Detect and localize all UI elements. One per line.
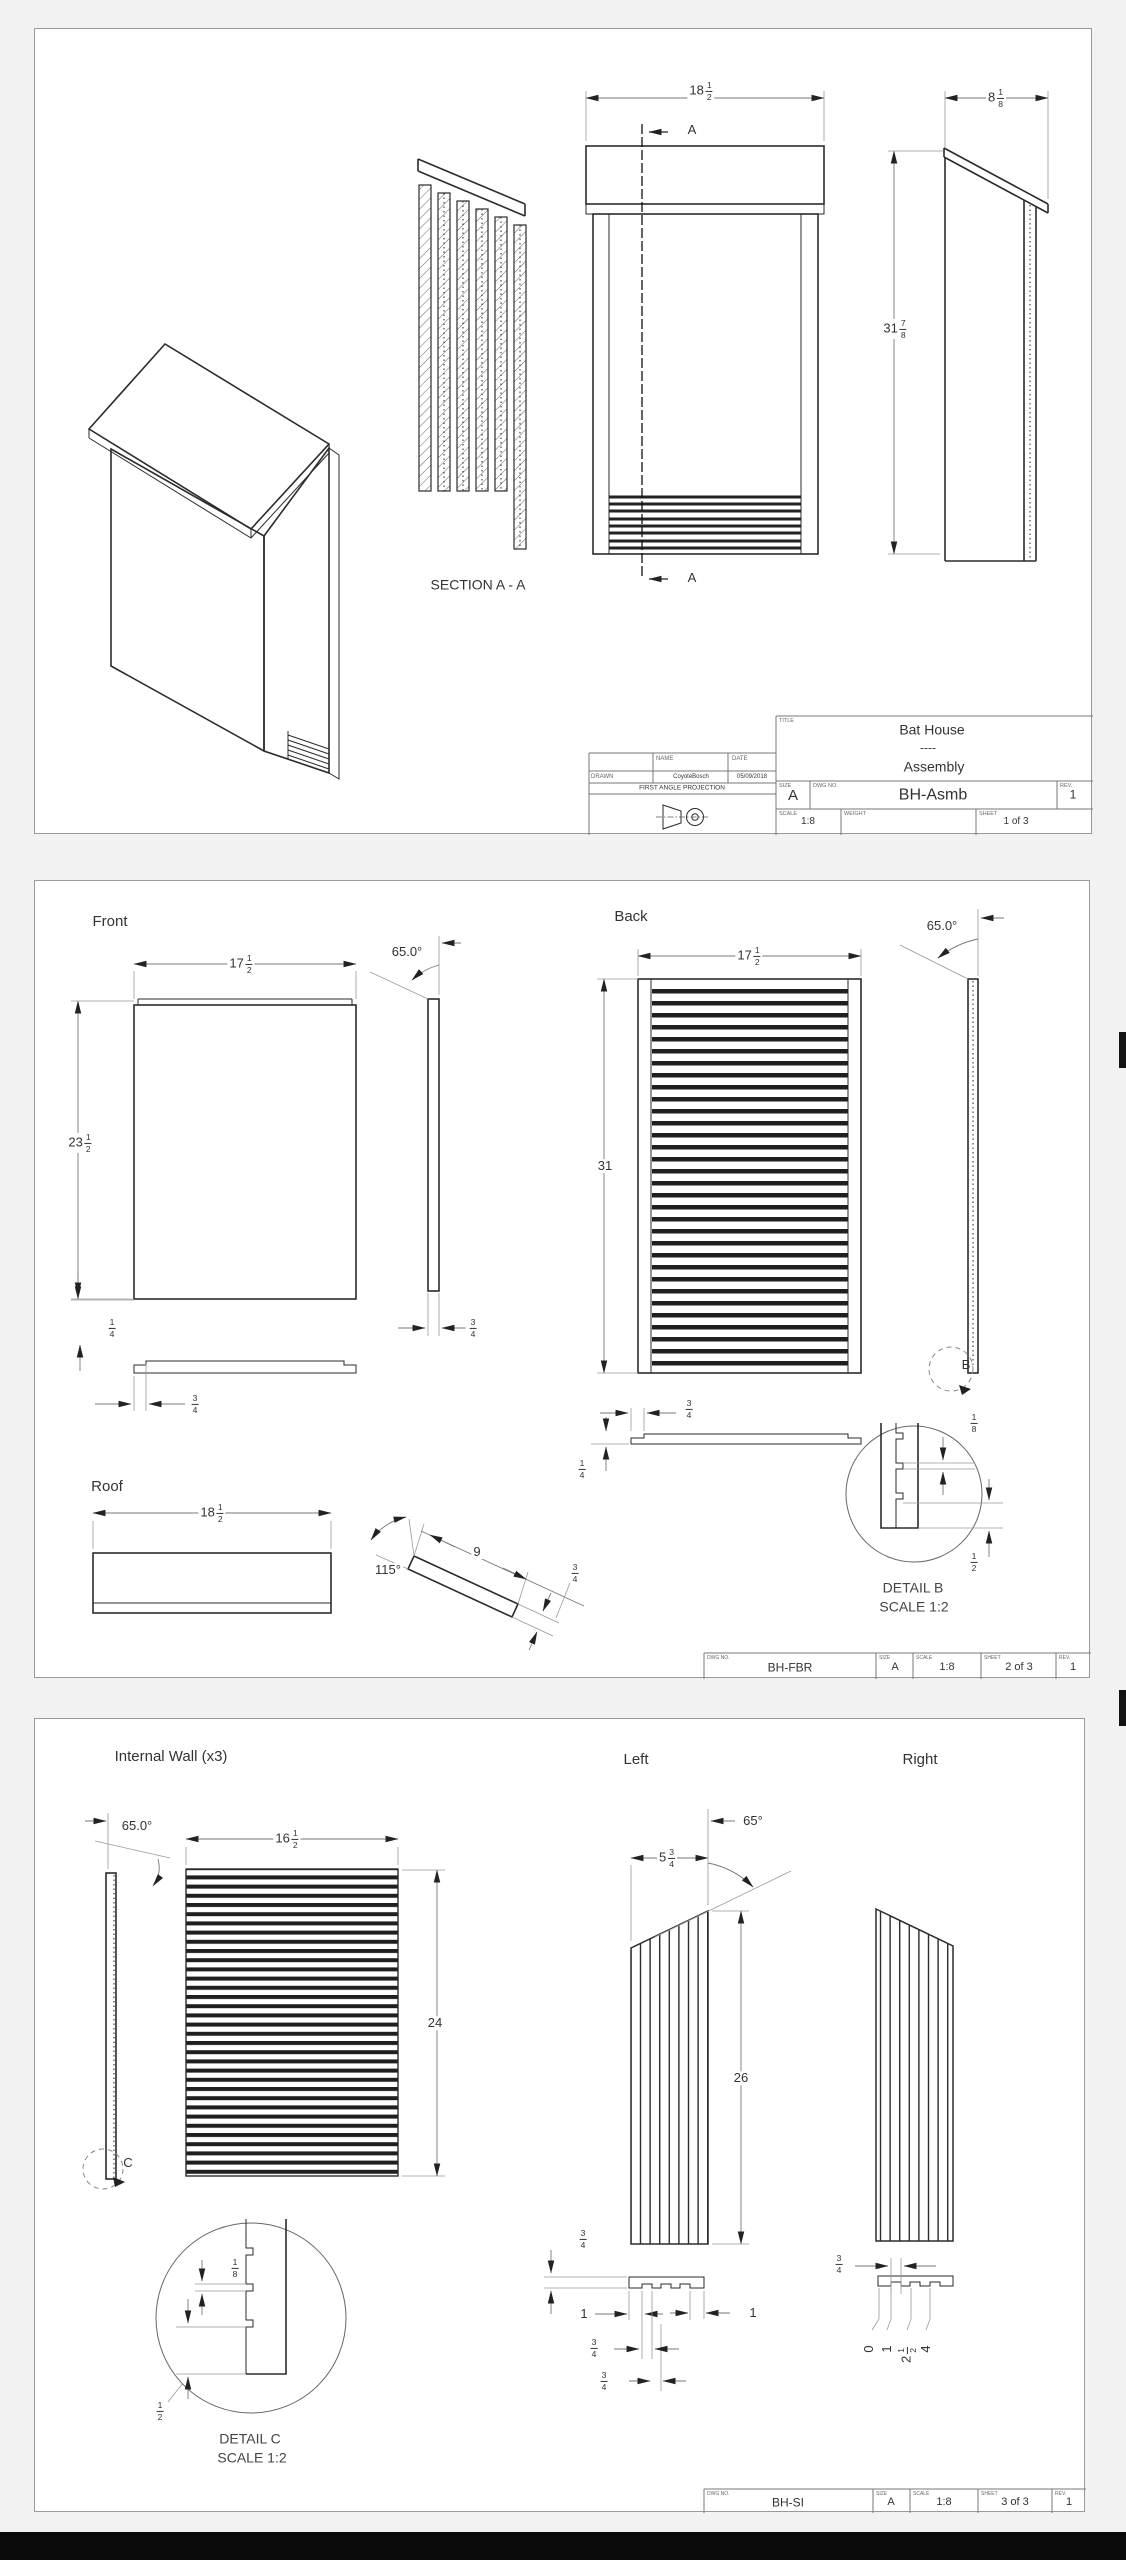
titleblock-sheet-label: SHEET [984, 1655, 1001, 1661]
section-marker-bottom: A [687, 570, 697, 586]
titleblock-scale-label: SCALE [779, 811, 798, 817]
dim-wall-height: 24 [427, 2015, 443, 2031]
dim-back-angle: 65.0° [926, 918, 958, 934]
dim-detail-c-groove-pitch: $\frac{1}{2}$ [153, 2401, 166, 2421]
titleblock-sheet: 2 of 3 [1005, 1661, 1033, 1674]
dim-roof-length: 9 [473, 1544, 481, 1560]
back-panel-grooves [652, 987, 848, 1373]
titleblock-rev-label: REV. [1060, 783, 1073, 789]
titleblock-drawn-date: 05/09/2018 [736, 773, 768, 780]
titleblock-size: A [787, 787, 799, 805]
first-angle-projection-symbol [656, 805, 710, 829]
page-edge-mark [1119, 1690, 1126, 1726]
dim-left-height: 26 [733, 2070, 749, 2086]
dim-right-thickness: $\frac{3}{4}$ [832, 2254, 845, 2274]
dim-back-height: 31 [597, 1158, 613, 1174]
section-marker-top: A [687, 122, 697, 138]
titleblock-dwg-label: DWG NO. [707, 1655, 730, 1661]
titleblock-dwg-no: BH-SI [771, 2495, 805, 2510]
internal-wall-side-profile [106, 1873, 116, 2179]
titleblock-subtitle: Assembly [903, 758, 965, 775]
dim-front-width: 17 $\frac{1}{2}$ [227, 954, 254, 974]
titleblock-date-label: DATE [732, 756, 748, 762]
front-panel-side-profile [428, 999, 439, 1291]
right-wall-bottom-view [878, 2276, 953, 2286]
titleblock-size-label: SIZE [779, 783, 792, 789]
front-view-label: Front [92, 913, 128, 931]
titleblock-rev: 1 [1065, 2496, 1073, 2509]
left-view-label: Left [623, 1751, 649, 1769]
dim-front-angle: 65.0° [391, 944, 423, 960]
front-panel-view [71, 936, 467, 1411]
internal-wall-view-label: Internal Wall (x3) [114, 1748, 228, 1766]
dim-detail-b-groove-pitch: $\frac{1}{2}$ [967, 1552, 980, 1572]
sheet-1-assembly [34, 28, 1092, 834]
internal-wall-grooved-panel [186, 1869, 398, 2176]
detail-b-scale: SCALE 1:2 [879, 1598, 949, 1615]
titleblock-scale-label: SCALE [913, 2491, 930, 2497]
titleblock-rev: 1 [1069, 1661, 1077, 1674]
dim-roof-thickness: $\frac{3}{4}$ [568, 1563, 581, 1583]
isometric-view [89, 344, 339, 779]
detail-c-scale: SCALE 1:2 [217, 2449, 287, 2466]
dim-back-notch: $\frac{3}{4}$ [682, 1399, 695, 1419]
dim-ordinate-2: 2 1 2 [897, 2345, 917, 2365]
bottom-bar [0, 2532, 1126, 2560]
dim-front-step: $\frac{1}{4}$ [105, 1318, 118, 1338]
dim-ordinate-0: 0 [861, 2345, 877, 2353]
dim-front-height: 23 $\frac{1}{2}$ [66, 1133, 93, 1153]
dim-wall-width: 16 $\frac{1}{2}$ [273, 1829, 300, 1849]
titleblock-scale: 1:8 [936, 2496, 952, 2509]
dim-left-groove2: $\frac{3}{4}$ [597, 2371, 610, 2391]
titleblock-dwg-no: BH-FBR [767, 1660, 813, 1675]
sheet-2-front-back-roof [34, 880, 1090, 1678]
titleblock-weight-label: WEIGHT [844, 811, 866, 817]
sheet-3-drawing [35, 1719, 1086, 2513]
sheet-3-sides-internal [34, 1718, 1085, 2512]
titleblock-rev: 1 [1069, 787, 1077, 802]
titleblock-drawn-label: DRAWN [591, 774, 614, 780]
titleblock-rev-label: REV. [1059, 1655, 1071, 1661]
left-wall-bottom-view [629, 2277, 704, 2288]
titleblock-sheet: 1 of 3 [1003, 815, 1029, 827]
page-edge-mark [1119, 1032, 1126, 1068]
titleblock-scale: 1:8 [801, 815, 815, 827]
internal-wall-view [83, 1813, 445, 2189]
dim-left-thickness: $\frac{3}{4}$ [576, 2229, 589, 2249]
dim-assembly-side-width: 8 $\frac{1}{8}$ [986, 88, 1006, 108]
section-view-label: SECTION A - A [430, 576, 526, 593]
dim-wall-angle: 65.0° [121, 1818, 153, 1834]
front-view-assembly [586, 91, 824, 579]
titleblock-size-label: SIZE [876, 2491, 888, 2497]
titleblock-name-label: NAME [656, 756, 674, 762]
dim-assembly-side-height: 31 $\frac{7}{8}$ [881, 319, 908, 339]
iso-vent-slats [288, 731, 329, 769]
left-wall-board [631, 1911, 708, 2244]
dim-back-thickness: $\frac{1}{4}$ [575, 1459, 588, 1479]
titleblock-size: A [891, 1661, 899, 1674]
detail-b-marker: B [961, 1357, 971, 1373]
right-wall-view [855, 1909, 953, 2330]
dim-left-width: 5 $\frac{3}{4}$ [657, 1848, 677, 1868]
titleblock-size: A [887, 2496, 895, 2509]
titleblock-scale: 1:8 [939, 1661, 955, 1674]
dim-roof-angle: 115° [375, 1562, 401, 1578]
roof-view [93, 1513, 584, 1650]
titleblock-title-label: TITLE [779, 718, 794, 724]
detail-b-title: DETAIL B [882, 1579, 944, 1596]
dim-ordinate-3: 4 [918, 2345, 934, 2353]
front-vent-slats [609, 497, 801, 548]
dim-front-notch: $\frac{3}{4}$ [188, 1394, 201, 1414]
dim-detail-b-groove-depth: $\frac{1}{8}$ [967, 1413, 980, 1433]
titleblock-projection-label: FIRST ANGLE PROJECTION [639, 784, 725, 792]
dim-left-angle: 65° [743, 1813, 763, 1829]
titleblock-title: Bat House [899, 721, 965, 738]
titleblock-size-label: SIZE [879, 1655, 891, 1661]
roof-side-profile [408, 1556, 518, 1617]
dim-front-thickness: $\frac{3}{4}$ [466, 1318, 479, 1338]
dim-detail-c-groove-depth: $\frac{1}{8}$ [228, 2258, 241, 2278]
titleblock-drawn-by: CoyoteBosch [673, 773, 709, 780]
back-panel-view [591, 909, 1004, 1471]
right-view-label: Right [902, 1751, 938, 1769]
right-wall-board [876, 1909, 953, 2241]
sheet-2-drawing [35, 881, 1091, 1679]
front-panel-bottom-view [134, 1361, 356, 1373]
detail-b-view [846, 1423, 1003, 1562]
detail-c-marker: C [123, 2155, 133, 2171]
dim-left-groove1: $\frac{3}{4}$ [587, 2338, 600, 2358]
titleblock-rev-label: REV. [1055, 2491, 1067, 2497]
titleblock-title-divider: ---- [920, 740, 936, 755]
back-panel-bottom-view [631, 1434, 861, 1444]
titleblock-sheet-label: SHEET [979, 811, 998, 817]
dim-roof-width: 18 $\frac{1}{2}$ [198, 1503, 225, 1523]
back-view-label: Back [614, 908, 648, 926]
titleblock-dwg-label: DWG NO. [813, 783, 838, 789]
dim-assembly-front-width: 18 $\frac{1}{2}$ [687, 81, 714, 101]
detail-c-view [156, 2219, 346, 2413]
titleblock-dwg-no: BH-Asmb [898, 786, 968, 804]
dim-back-width: 17 $\frac{1}{2}$ [735, 946, 762, 966]
titleblock-sheet-label: SHEET [981, 2491, 998, 2497]
dim-ordinate-1: 1 [879, 2345, 895, 2353]
dim-left-inset-right: 1 [749, 2305, 757, 2321]
roof-view-label: Roof [91, 1478, 123, 1496]
detail-c-title: DETAIL C [219, 2430, 281, 2447]
titleblock-dwg-label: DWG NO. [707, 2491, 730, 2497]
dim-left-inset-left: 1 [580, 2306, 588, 2322]
sheet-1-drawing [35, 29, 1093, 835]
titleblock-scale-label: SCALE [916, 1655, 933, 1661]
titleblock-sheet: 3 of 3 [1001, 2496, 1029, 2509]
side-view-assembly [888, 91, 1048, 561]
left-wall-view [544, 1809, 791, 2391]
section-a-a-view [418, 159, 526, 549]
